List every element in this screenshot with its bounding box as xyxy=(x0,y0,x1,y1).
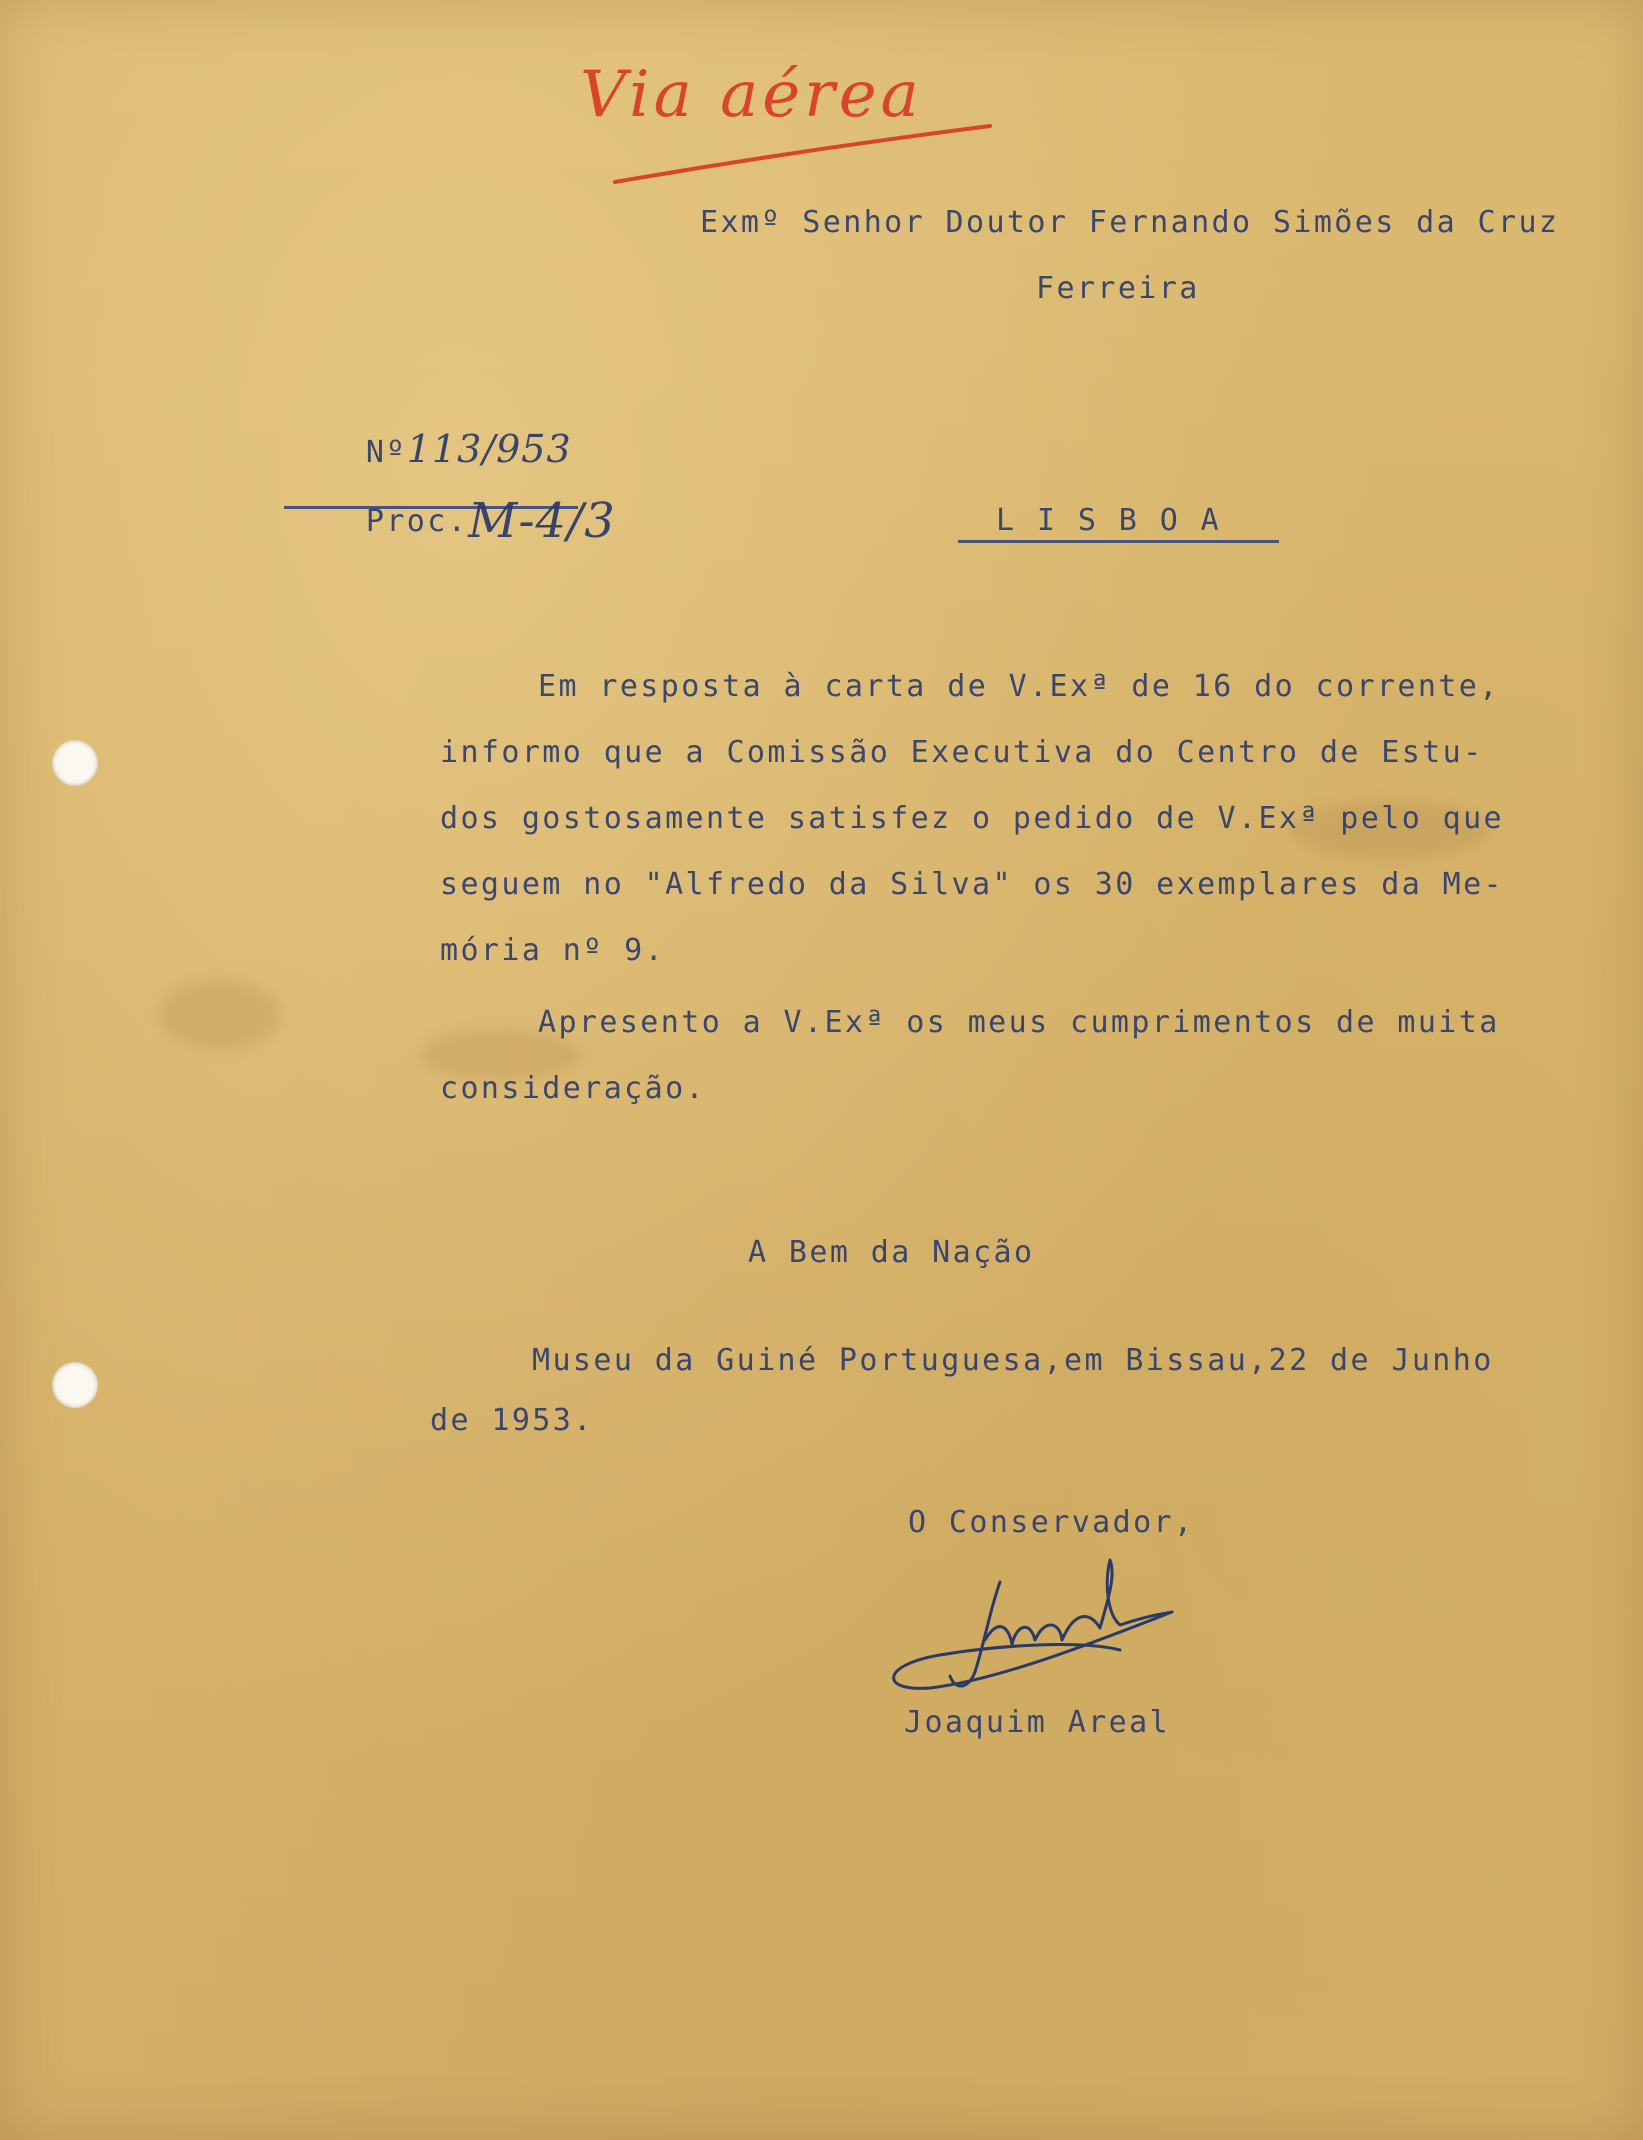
body-line-7: consideração. xyxy=(440,1071,706,1106)
process-reference-prefix: Proc. xyxy=(365,504,469,539)
body-line-6: Apresento a V.Exª os meus cumprimentos de muita xyxy=(538,1005,1500,1040)
addressee-line-2: Ferreira xyxy=(1036,271,1200,306)
reference-number-prefix: Nº xyxy=(365,435,407,470)
airmail-annotation: Via aérea xyxy=(580,58,923,132)
body-line-4: seguem no "Alfredo da Silva" os 30 exemplares da Me- xyxy=(440,867,1504,902)
body-line-1: Em resposta à carta de V.Exª de 16 do corrente, xyxy=(538,669,1500,704)
place-date-line-2: de 1953. xyxy=(430,1403,594,1438)
destination-city: L I S B O A xyxy=(958,504,1279,543)
signatory-title: O Conservador, xyxy=(908,1505,1195,1540)
process-reference-value: M-4/3 xyxy=(468,493,616,549)
signatory-name: Joaquim Areal xyxy=(904,1705,1170,1740)
body-line-5: mória nº 9. xyxy=(440,933,666,968)
body-line-2: informo que a Comissão Executiva do Centro de Estu- xyxy=(440,735,1484,770)
place-date-line-1: Museu da Guiné Portuguesa,em Bissau,22 de Junho xyxy=(532,1343,1494,1378)
body-line-3: dos gostosamente satisfez o pedido de V.Exª pelo que xyxy=(440,801,1504,836)
addressee-line-1: Exmº Senhor Doutor Fernando Simões da Cruz xyxy=(700,205,1560,240)
reference-number-value: 113/953 xyxy=(406,427,572,471)
closing-salutation: A Bem da Nação xyxy=(748,1235,1035,1270)
